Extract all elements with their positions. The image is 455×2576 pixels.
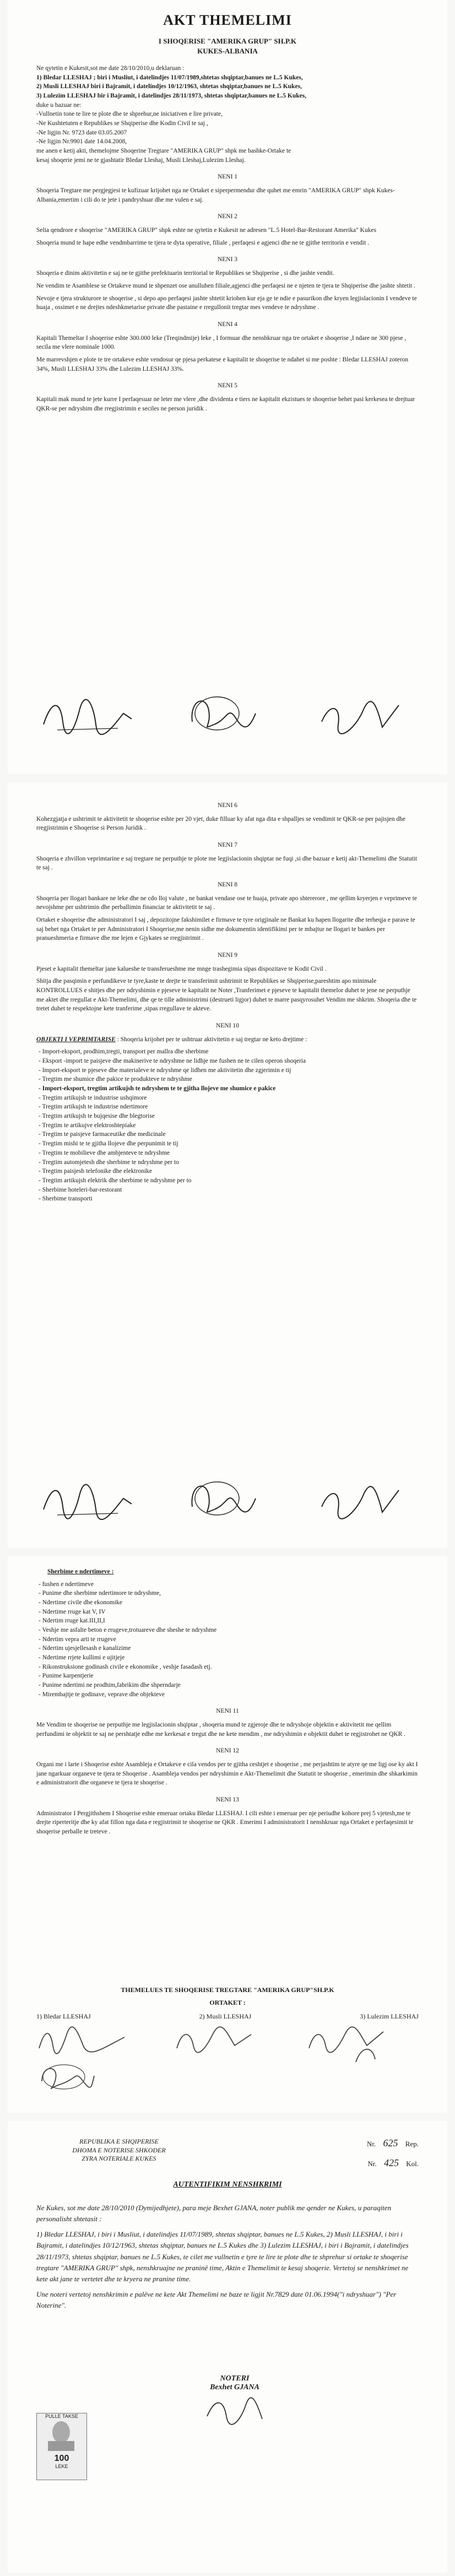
construction-item: - Veshje me asfalte beton e rrugeve,trotuareve dhe sheshe te ndryshme xyxy=(39,1626,419,1635)
article-paragraph: Administrator I Pergjithshem I Shoqerise eshte emeruar ortaku Bledar LLESHAJ. I cili eshte i emeruar per nje periudhe kohore prej 5 vjetesh,me te drejte riperteritje dhe ky afat fillon nga data e regjistrimit te shoqerise ne QKR . Emerimi I administratorit I nenshkruar nga Ortaket e perfaqesimit te shoqerise perballe te treteve . xyxy=(36,1810,414,1836)
article-paragraph: Selia qendrore e shoqerise "AMERIKA GRUP" shpk eshte ne qytetin e Kukesit ne adresen "L.5 Hotel-Bar-Restorant Amerika" Kukes xyxy=(36,227,377,234)
object-item: - Tregtim paisjesh telefonike dhe elektronike xyxy=(39,1167,419,1176)
notary-body xyxy=(36,2202,419,2315)
object-item: - Tregtim te artikujve elektroshtepiake xyxy=(39,1121,419,1130)
article-label: NENI 2 xyxy=(217,213,238,220)
construction-item: - Punime karpentjerie xyxy=(39,1671,419,1681)
intro-line: kesaj shoqerie jemi ne te gjashtatir Bledar Lleshaj, Musli Lleshaj,Lulezim Lleshaj. xyxy=(36,156,246,164)
document-page-1 xyxy=(8,0,447,774)
object-item: - Tregtim artikujsh te industrise ndertimore xyxy=(39,1102,419,1112)
founder-name: 1) Bledar LLESHAJ xyxy=(36,2012,91,2020)
notary-header xyxy=(36,2137,202,2163)
construction-list-heading: Sherbime e ndertimeve : xyxy=(47,1568,114,1575)
signature-row xyxy=(8,1474,447,1540)
founders-subtitle: ORTAKET : xyxy=(209,1999,246,2006)
article-paragraph: Ne vendim te Asamblese se Ortakeve mund te shpenzet ose anulluhen filiale,agjenci dhe perfaqesi ne e njeten te tjera te Shqiperise dhe jashte shtetit . xyxy=(36,282,415,289)
signature-lulezim xyxy=(306,2023,389,2070)
signature-bledar xyxy=(41,1479,134,1526)
signature-musli xyxy=(184,689,261,741)
notary-signature-block xyxy=(180,2374,290,2430)
construction-item: - Ndertim vepra arti te rrugeve xyxy=(39,1635,419,1644)
construction-item: - Punime dhe sherbime ndertimore te ndryshme, xyxy=(39,1589,419,1598)
notary-page xyxy=(8,2121,447,2573)
article-paragraph: Shoqeria mund te hape edhe vendmbarrime te tjera te dyta operative, filiale , perfaqesi e agjenci dhe ne te gjithe territorin e vendit . xyxy=(36,239,370,246)
object-item: - Tregtim artikujsh te bujqesise dhe blegtorise xyxy=(39,1112,419,1121)
article-paragraph: Shoqeria Tregtare me pergjegjesi te kufizuar krijohet nga ne Ortaket e siperpermendur dhe quhet me emrin "AMERIKA GRUP" shpk Kukes-Albania,emertim i cili do te jete i pandryshuar dhe me vulen e saj. xyxy=(36,187,395,203)
object-item: - Tregtim te mobilieve dhe ambjenteve te ndryshme xyxy=(39,1149,419,1158)
notary-header-line: DHOMA E NOTERISE SHKODER xyxy=(72,2146,166,2154)
object-item: - Sherbime transporti xyxy=(39,1194,419,1204)
object-item: - Import-eksport te pjeseve dhe materialeve te ndryshme qe lidhen me aktivitetin dhe zgjerimin e tij xyxy=(39,1066,419,1075)
signature-musli xyxy=(184,1474,261,1526)
intro-block xyxy=(36,64,419,165)
object-item: - Sherbime hoteleri-bar-restorant xyxy=(39,1186,419,1195)
object-item: - Tregtim artikujsh elektrik dhe sherbime te ndryshme per to xyxy=(39,1176,419,1186)
company-location-line: KUKES-ALBANIA xyxy=(197,46,258,55)
tax-stamp-label: PULLE TAKSE xyxy=(45,2413,78,2419)
construction-item: - Mirembajtje te godinave, veprave dhe objekteve xyxy=(39,1690,419,1700)
notary-signature xyxy=(202,2394,268,2427)
document-title: AKT THEMELIMI xyxy=(163,12,292,28)
founders-names xyxy=(36,2012,419,2021)
object-item: - Import-eksport, prodhim,tregti, transport per mallra dhe sherbime xyxy=(39,1047,419,1057)
article-label: NENI 3 xyxy=(217,256,238,263)
object-item: - Eksport -import te paisjeve dhe makinerive te ndryshme ne lidhje me fushen ne te cilen operon shoqeria xyxy=(39,1057,419,1066)
article-label: NENI 7 xyxy=(217,842,238,849)
article-paragraph: Ortaket e shoqerise dhe administratori I saj , depozitojne fakshimilet e firmave te tyre origjinale ne Bankat ku hapen llogarite dhe terheqja e parave te saj behet nga Ortaket te per Administratori I Shoqerise,me nenin sidhe me dokumentin identifikimi per te mbajtur ne llogari te bankes per pranueshmeria e firmave dhe me lejen e Gjykates se rregjistrimit . xyxy=(36,917,415,942)
signature-bledar-initials xyxy=(36,2059,97,2095)
article-paragraph: Kapitali Themeltar I shoqerise eshte 300.000 leke (Treqindmije) leke , I formuar dhe nenshkruar nga tre ortaket e shoqerise ,I ndare ne 300 pjese , secila me vlere nominale 1000. xyxy=(36,334,407,351)
article-label: NENI 9 xyxy=(217,952,238,959)
article-paragraph: Organi me i larte i Shoqerise eshte Asambleja e Ortakeve e cila vendos per te gjitha ceshtjet e shoqerise , me perjashtim te atyre qe me ligj ose ky akt I jane ngarkuar organeve te tjera te Shoqerise . Asambleja vendos per ndryshimin e Akt-Themelimit dhe Statutit te shoqerise , emerimin dhe shkarkimin e administratorit dhe organeve te tjera te shoqerise . xyxy=(36,1761,418,1787)
intro-line: duke u bazuar ne: xyxy=(36,101,82,109)
notary-paragraph: 1) Bledar LLESHAJ, i biri i Musliut, i datelindjes 11/07/1989, shtetas shqiptar, banues ne L.5 Kukes, 2) Musli LLESHAJ, i biri i Bajramit, i datelindjes 10/12/1963, shtetas shqiptar, banues ne L.5 Kukes dhe 3) Lulezim LLESHAJ, i biri i Bajramit, i datelindjes 28/11/1973, shtetas shqiptar, banues ne L.5 Kukes, te cilet me vullnetin e tyre te lire te plote dhe te shprehur si ortake te shoqerise tregtare "AMERIKA GRUP" shpk, nenshkruajne ne praninë time, Aktin e Themelimit te kesaj shoqerie. Vertetoj se nenshkrimet ne kete akt jane te vertetet dhe te kryera ne pranine time. xyxy=(36,2230,409,2283)
article-label: NENI 4 xyxy=(217,321,238,328)
article-paragraph: Shoqeria per llogari bankare ne leke dhe ne cdo lloj valute , ne bankat vendase ose te huaja, private apo shtererore , me qellim kryerjen e veprimeve te nevojshme per ushtrimin dhe perballimin financiar te aktivitetit te saj . xyxy=(36,895,417,911)
construction-list xyxy=(36,1580,419,1700)
article-label: NENI 11 xyxy=(216,1708,239,1715)
intro-line: -Ne ligjin Nr. 9723 date 03.05.2007 xyxy=(36,129,127,136)
tax-stamp-portrait xyxy=(37,2419,85,2451)
article-paragraph: Me marrevshjen e plote te tre ortakeve eshte vendosur qe pjesa perkatese e kapitalit te shoqerise te ndahet si me poshte : Bledar LLESHAJ zoteron 34%, Musli LLESHAJ 33% dhe Lulezim LLESHAJ 33%. xyxy=(36,356,409,372)
signature-bledar xyxy=(41,694,134,741)
object-item: - Tregtim te paisjeve farmaceutike dhe medicinale xyxy=(39,1130,419,1139)
tax-stamp-currency: LEKE xyxy=(55,2464,68,2469)
objects-intro xyxy=(36,1035,419,1045)
intro-line: 1) Bledar LLESHAJ ; biri i Musliut, i datelindjes 11/07/1989,shtetas shqiptar,banues ne L.5 Kukes, xyxy=(36,74,303,81)
object-item: - Tregtim mishi te te gjitha llojeve dhe perpunimit te tij xyxy=(39,1139,419,1149)
notary-kol-number: Nr. 425 Kol. xyxy=(367,2157,419,2168)
founders-block xyxy=(36,1986,419,2092)
article-paragraph: Shoqeria e dinim aktivitetin e saj ne te gjithe prefektuarin territorial te Republikes se Shqiperise , si dhe jashte vendit. xyxy=(36,270,334,277)
intro-line: Ne qytetin e Kukesit,sot me date 28/10/2010,u deklaruan : xyxy=(36,65,185,72)
article-paragraph: Pjeset e kapitalit themeltar jane kalueshe te transferueshme me mnge trashegimia sipas dispozitave te Kodit Civil . xyxy=(36,965,327,972)
construction-item: - Punime ndertimi ne prodhim,fabrikim dhe shperndarje xyxy=(39,1681,419,1690)
objects-heading: OBJEKTI I VEPRIMTARISE xyxy=(36,1036,116,1043)
tax-stamp-value: 100 xyxy=(54,2454,69,2463)
article-label: NENI 5 xyxy=(217,382,238,389)
article-label: NENI 13 xyxy=(216,1796,239,1804)
notary-rep-number: Nr. 625 Rep. xyxy=(367,2137,419,2149)
signature-lulezim xyxy=(316,694,404,741)
notary-name: Bexhet GJANA xyxy=(210,2383,259,2391)
construction-item: - Ndertime civile dhe ekonomike xyxy=(39,1598,419,1608)
article-label: NENI 6 xyxy=(217,802,238,809)
notary-title: AUTENTIFIKIM NENSHKRIMI xyxy=(173,2180,282,2189)
founders-signatures xyxy=(36,2021,419,2092)
article-label: NENI 12 xyxy=(216,1747,239,1755)
signature-bledar xyxy=(36,2023,130,2059)
object-item: - Tregtim automjetesh dhe sherbime te ndryshme per to xyxy=(39,1158,419,1167)
objects-list xyxy=(36,1047,419,1203)
signature-row xyxy=(8,689,447,755)
notary-role: NOTERI xyxy=(220,2374,250,2383)
founders-title: THEMELUES TE SHOQERISE TREGTARE "AMERIKA GRUP"SH.P.K xyxy=(121,1986,334,1994)
article-paragraph: Shitja dhe pasqimin e perfundikeve te tyre,kaste te drejte te transferimit ushtrimit te Republikes se Shqiperise,pareshtim apo minimale KONTROLLUES e shitjes dhe per ndryshimin e pjeseve te kapitalit ne Noter ,Tranferimet e pjeseve te kapitalit themelor duhet te jene ne perputhje me aktet dhe rregullat e Akt-Themelimi, dhe qe te tille administrimi (destrueti ligjor) duhet te marre pasqyrosuhet Vendim me shkrim. Shoqeria dhe te tretet duhet te respektojne kete tranferime ,sipas rregullave te akteve. xyxy=(36,978,417,1013)
notary-paragraph: Une noteri vertetoj nenshkrimin e palëve ne kete Akt Themelimi ne baze te ligjit Nr.7829 date 01.06.1994("i ndryshuar") "Per Noterine". xyxy=(36,2290,397,2310)
article-paragraph: Me Vendim te shoqerise ne perputhje me legjislacionin shqiptar , shoqeria mund te zgjeroje dhe te ndryshoje objektin e aktivitetit me qellim perfundimi te objektit te saj ne pershtatje edhe me kerkesat e tregut dhe ne kete mendim , me ndryshimin e objektit duhet te regjistrohet ne QKR . xyxy=(36,1722,405,1738)
article-label: NENI 1 xyxy=(217,174,238,181)
signature-musli xyxy=(174,2023,257,2059)
intro-line: me anen e ketij akti, themelojme Shoqerine Tregtare "AMERIKA GRUP" shpk me bashke-Ortake te xyxy=(36,148,291,155)
construction-item: - Ndertim ujesjellesash e kanalizime xyxy=(39,1644,419,1653)
notary-paragraph: Ne Kukes, sot me date 28/10/2010 (Dymijedhjete), para meje Bexhet GJANA, noter publik me qender ne Kukes, u paraqiten personalisht shtetasit : xyxy=(36,2204,392,2223)
document-page-2 xyxy=(8,782,447,1548)
construction-item: - Ndertime rruge kat V, IV xyxy=(39,1608,419,1617)
intro-line: 3) Lulezim LLESHAJ bir i Bajramit, i datelindjes 28/11/1973, shtetas shqiptar,banues ne L.5 Kukes, xyxy=(36,93,307,100)
signature-lulezim xyxy=(316,1479,404,1526)
object-item: - Tregtim artikujsh te industrise ushqimore xyxy=(39,1094,419,1103)
object-item: - Import-eksport, tregtim artikujsh te ndryshem te te gjitha llojeve me shumice e pakice xyxy=(39,1084,419,1094)
intro-line: -Ne Kushtetuten e Republikes se Shqiperise dhe Kodin Civil te saj , xyxy=(36,120,208,127)
notary-block xyxy=(36,2137,419,2567)
object-item: - Tregtim me shumice dhe pakice te produkteve te ndryshme xyxy=(39,1075,419,1084)
article-label: NENI 10 xyxy=(216,1022,239,1030)
article-label: NENI 8 xyxy=(217,881,238,889)
intro-line: -Vullnetin tone te lire te plote dhe te shprehur,ne iniciativen e lire private, xyxy=(36,111,223,118)
document-page-3 xyxy=(8,1556,447,2113)
founder-name: 2) Musli LLESHAJ xyxy=(199,2012,252,2020)
intro-line: 2) Musli LLESHAJ biri i Bajramit, i datelindjes 10/12/1963, shtetas shqiptar,banues ne L.5 Kukes, xyxy=(36,83,302,90)
notary-header-line: ZYRA NOTERIALE KUKES xyxy=(82,2155,156,2163)
construction-item: - Ndertime rrjete kullimi e ujitjeje xyxy=(39,1653,419,1663)
construction-item: - Rikonstruksione godinash civile e ekonomike , veshje fasadash etj. xyxy=(39,1663,419,1672)
construction-item: - fushen e ndertimeve xyxy=(39,1580,419,1589)
construction-item: - Ndertim rruge kat.III,II,I xyxy=(39,1616,419,1626)
intro-line: -Ne ligjin Nr.9901 date 14.04.2008, xyxy=(36,138,127,145)
objects-heading-rest: : Shoqeria krijohet per te ushtruar aktivitetin e saj tregtar ne keto drejtime : xyxy=(117,1036,307,1043)
article-paragraph: Kapitali mak mund te jete kurre I perfaqesuar ne leter me vlere ,dhe dividenta e tiers ne kapitalit ekzistues te shoqerise behet pasi kerkesea te drejtuar QKR-se per ndryshim dhe rregjistrimin e seciles ne person juridik . xyxy=(36,396,415,412)
article-paragraph: Nevoje e tjera strukturore te shoqerise , si depo apo perfaqesi jashte shtetit kriohen kur eja ge te ndie e pasurikon dhe kryen legjislacionin I vendeve te huaja , ossimet e ne drejtes ndeshkmetarise private dhe pastaine e rregullonit tregtar mes vendeve te ndryshme . xyxy=(36,295,417,311)
tax-stamp xyxy=(36,2413,87,2480)
company-name-line: I SHOQERISE "AMERIKA GRUP" SH.P.K xyxy=(158,36,297,45)
founder-name: 3) Lulezim LLESHAJ xyxy=(360,2012,419,2020)
notary-header-line: REPUBLIKA E SHQIPERISE xyxy=(79,2137,159,2145)
article-paragraph: Kohezgjatja e ushtrimit te aktivitetit te shoqerise eshte per 20 vjet, duke filluar ky afat nga dita e shpalljes se vendimit te QKR-se per pajisjen dhe rregjistrimin e Shoqerise si Person Juridik . xyxy=(36,815,405,832)
article-paragraph: Shoqeria e zhvillon veprimtarine e saj tregtare ne perputhje te plote me legjislacionin shqiptar ne fuqi ,si dhe bazuar e ketij akt-Themelimi dhe Statutit te saj . xyxy=(36,855,418,872)
